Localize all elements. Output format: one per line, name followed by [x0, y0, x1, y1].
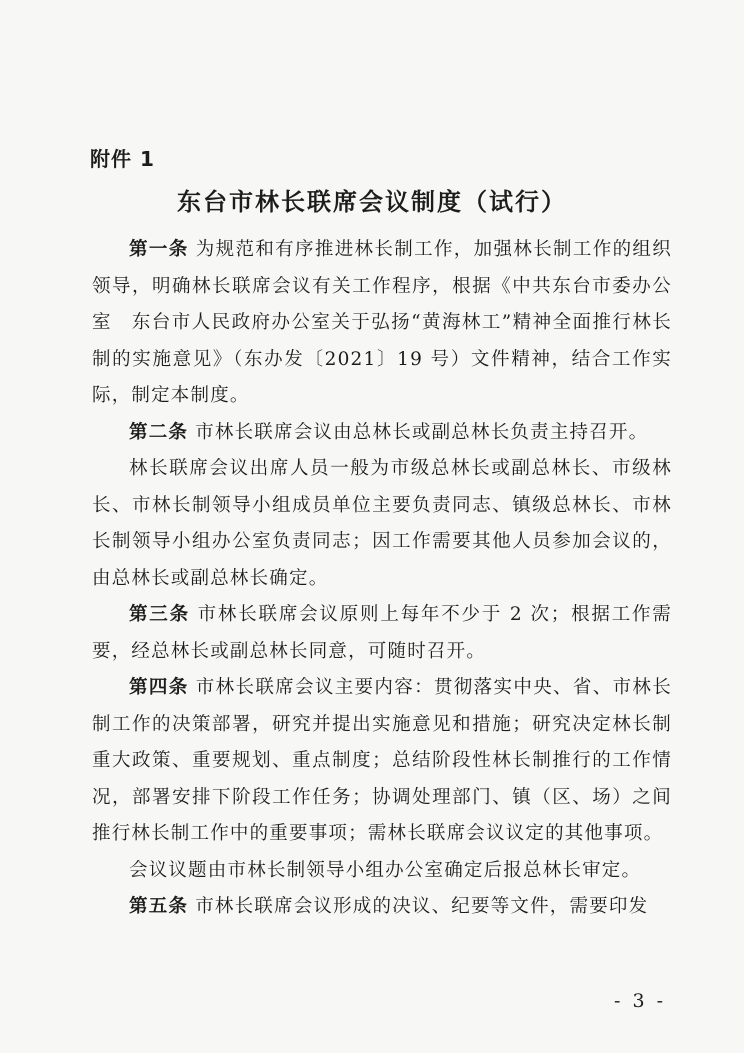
- article-label: 第一条: [129, 239, 189, 260]
- article-2: [92, 415, 672, 452]
- article-3: [92, 597, 672, 670]
- article-4-continued: [92, 853, 672, 890]
- attachment-label: 附件 1: [90, 147, 155, 171]
- article-text: 市林长联席会议主要内容：贯彻落实中央、省、市林长制工作的决策部署，研究并提出实施意见和措施；研究决定林长制重大政策、重要规划、重点制度；总结阶段性林长制推行的工作情况，部署安排下阶段工作任务；协调处理部门、镇（区、场）之间推行林长制工作中的重要事项；需林长联席会议议定的其他事项。: [92, 677, 672, 844]
- document-title: 东台市林长联席会议制度（试行）: [177, 188, 567, 216]
- page-number: - 3 -: [613, 990, 666, 1012]
- article-4: [92, 670, 672, 853]
- article-label: 第二条: [129, 421, 189, 443]
- article-2-continued: [92, 451, 672, 597]
- paragraph-text: 会议议题由市林长制领导小组办公室确定后报总林长审定。: [129, 859, 642, 881]
- article-text: 市林长联席会议形成的决议、纪要等文件，需要印发: [188, 896, 649, 917]
- paragraph-text: 林长联席会议出席人员一般为市级总林长或副总林长、市级林长、市林长制领导小组成员单位主要负责同志、镇级总林长、市林长制领导小组办公室负责同志；因工作需要其他人员参加会议的，由总林长或副总林长确定。: [92, 458, 672, 589]
- article-label: 第五条: [129, 896, 189, 917]
- article-text: 市林长联席会议原则上每年不少于 2 次；根据工作需要，经总林长或副总林长同意，可随时召开。: [92, 604, 672, 662]
- article-text: 为规范和有序推进林长制工作，加强林长制工作的组织领导，明确林长联席会议有关工作程序，根据《中共东台市委办公室 东台市人民政府办公室关于弘扬“黄海林工”精神全面推行林长制的实施意见》（东办发〔2021〕19 号）文件精神，结合工作实际，制定本制度。: [92, 239, 672, 406]
- article-1: [92, 232, 672, 415]
- article-text: 市林长联席会议由总林长或副总林长负责主持召开。: [188, 421, 649, 443]
- document-body: [92, 232, 672, 926]
- article-label: 第四条: [129, 677, 189, 698]
- article-label: 第三条: [129, 604, 190, 625]
- article-5: [92, 889, 672, 926]
